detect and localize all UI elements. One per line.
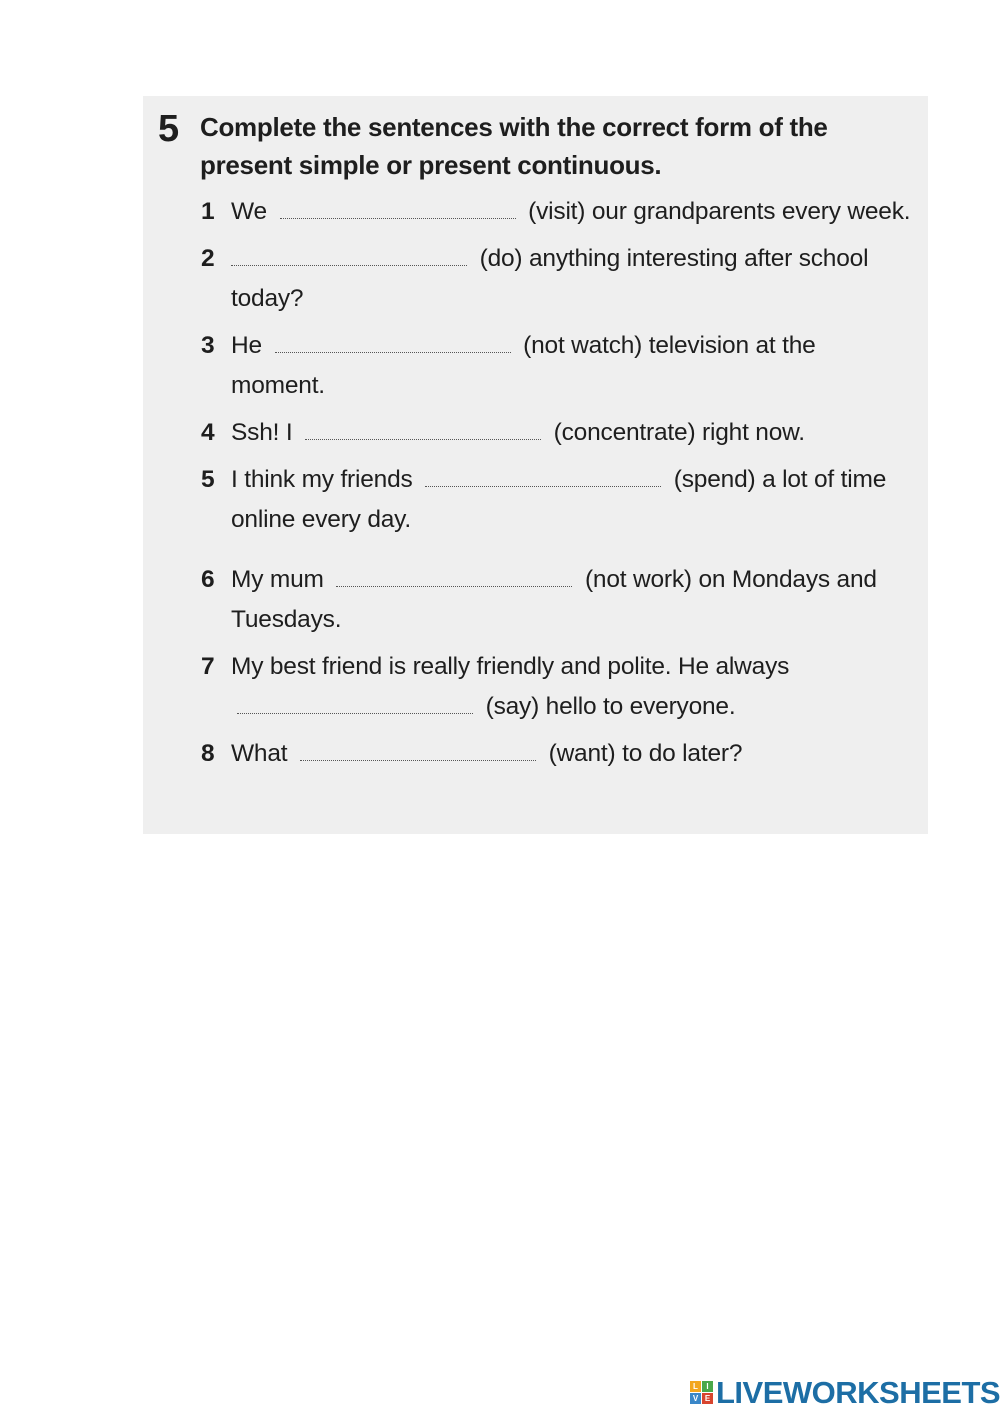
exercise-number: 5 (158, 108, 180, 150)
sentence-item (201, 460, 916, 540)
sentence-end: (do) anything interesting after school today? (231, 245, 869, 312)
sentence-start: He (231, 332, 262, 359)
sentence-start: My best friend is really friendly and polite. He always (231, 653, 790, 680)
sentence-start: What (231, 740, 288, 767)
sentence-end: (spend) a lot of time online every day. (231, 466, 887, 533)
sentence-item (201, 734, 916, 774)
answer-blank[interactable] (300, 740, 536, 761)
sentence-item (201, 647, 916, 727)
sentence-item (201, 326, 916, 406)
item-number: 5 (201, 466, 215, 493)
liveworksheets-logo[interactable] (690, 1374, 1000, 1410)
sentence-end: (not work) on Mondays and Tuesdays. (231, 566, 877, 633)
answer-blank[interactable] (275, 332, 511, 353)
sentence-item (201, 560, 916, 640)
item-number: 8 (201, 740, 215, 767)
sentence-start: I think my friends (231, 466, 413, 493)
answer-blank[interactable] (237, 693, 473, 714)
answer-blank[interactable] (336, 566, 572, 587)
item-number: 7 (201, 653, 215, 680)
sentence-start: We (231, 198, 267, 225)
item-number: 1 (201, 198, 215, 225)
sentence-end: (concentrate) right now. (553, 419, 805, 446)
exercise-panel (143, 96, 928, 834)
answer-blank[interactable] (231, 245, 467, 266)
item-number: 4 (201, 419, 215, 446)
sentence-end: (say) hello to everyone. (485, 693, 736, 720)
exercise-instruction: Complete the sentences with the correct form of the present simple or present continuous. (200, 112, 828, 180)
sentence-item (201, 192, 916, 232)
answer-blank[interactable] (425, 466, 661, 487)
item-number: 6 (201, 566, 215, 593)
item-number: 2 (201, 245, 215, 272)
item-number: 3 (201, 332, 215, 359)
answer-blank[interactable] (280, 198, 516, 219)
liveworksheets-logo-icon: L I V E (690, 1381, 713, 1404)
sentence-item (201, 413, 916, 453)
sentence-end: (visit) our grandparents every week. (528, 198, 911, 225)
sentence-start: Ssh! I (231, 419, 293, 446)
logo-text: LIVEWORKSHEETS (716, 1374, 1000, 1410)
sentence-list (201, 192, 916, 774)
sentence-end: (not watch) television at the moment. (231, 332, 816, 399)
sentence-item (201, 239, 916, 319)
sentence-end: (want) to do later? (548, 740, 743, 767)
sentence-start: My mum (231, 566, 324, 593)
answer-blank[interactable] (305, 419, 541, 440)
